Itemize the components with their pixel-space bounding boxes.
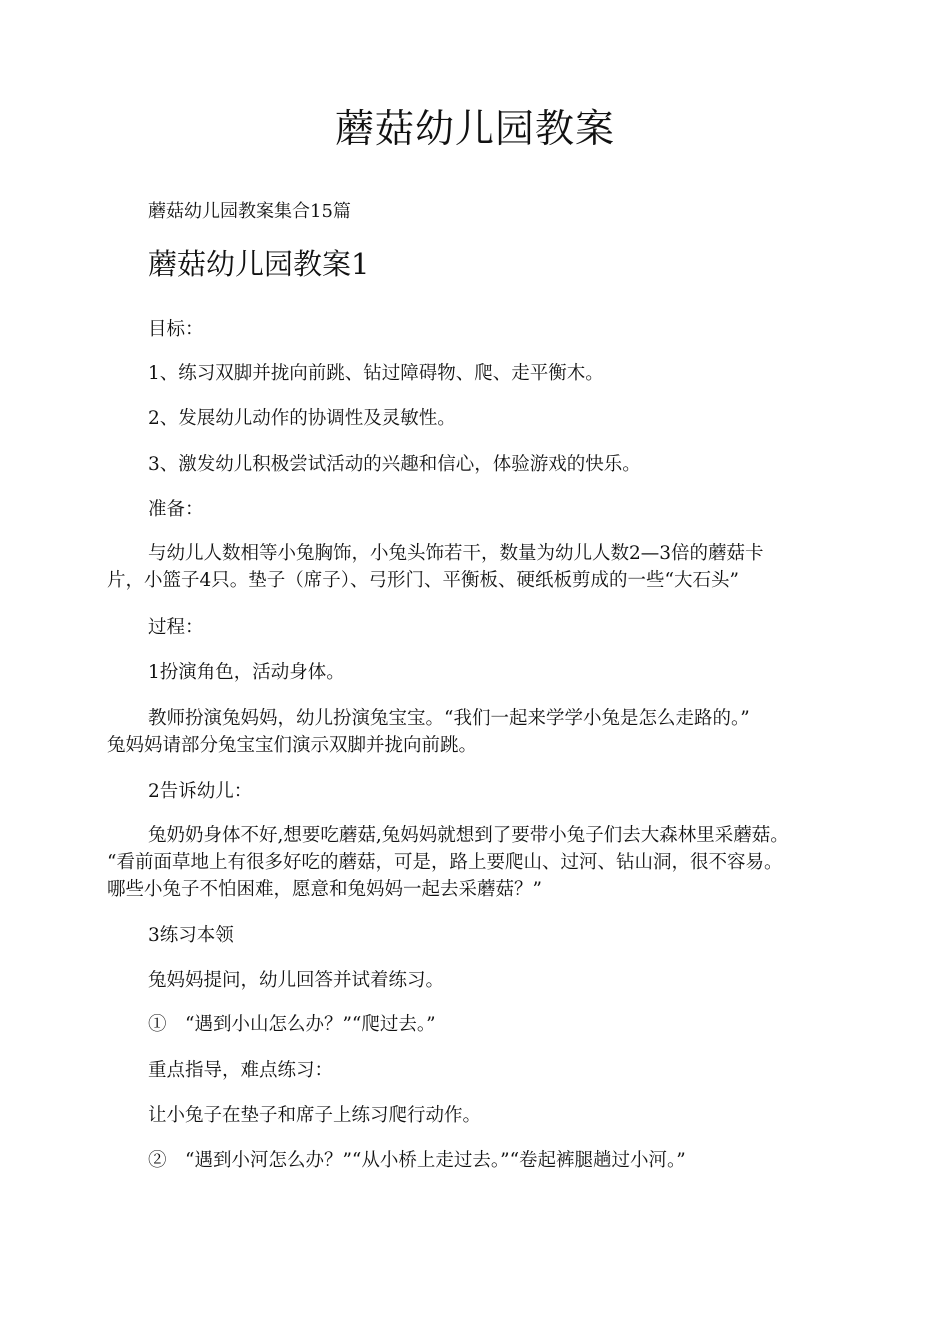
step-2-line-1: 兔奶奶身体不好,想要吃蘑菇,兔妈妈就想到了要带小兔子们去大森林里采蘑菇。 <box>148 825 789 846</box>
goal-item-3: 3、激发幼儿积极尝试活动的兴趣和信心，体验游戏的快乐。 <box>148 454 641 475</box>
step-2: 2告诉幼儿： <box>148 781 253 802</box>
step-1-paragraph <box>107 705 859 759</box>
question-2: ② “遇到小河怎么办？”“从小桥上走过去。”“卷起裤腿趟过小河。” <box>148 1150 686 1171</box>
focus-label: 重点指导，难点练习： <box>148 1060 334 1081</box>
focus-description: 让小兔子在垫子和席子上练习爬行动作。 <box>148 1105 482 1126</box>
step-1-line-2: 兔妈妈请部分兔宝宝们演示双脚并拢向前跳。 <box>107 735 478 756</box>
prep-label: 准备： <box>148 499 204 520</box>
step-1-line-1: 教师扮演兔妈妈，幼儿扮演兔宝宝。“我们一起来学学小兔是怎么走路的。” <box>148 708 750 729</box>
step-1: 1扮演角色，活动身体。 <box>148 662 345 683</box>
goal-item-1: 1、练习双脚并拢向前跳、钻过障碍物、爬、走平衡木。 <box>148 363 604 384</box>
document-subtitle: 蘑菇幼儿园教案集合15篇 <box>148 201 351 222</box>
section-heading: 蘑菇幼儿园教案1 <box>148 247 370 281</box>
step-2-line-2: “看前面草地上有很多好吃的蘑菇，可是，路上要爬山、过河、钻山洞，很不容易。 <box>107 852 783 873</box>
prep-line-2: 片，小篮子4只。垫子（席子）、弓形门、平衡板、硬纸板剪成的一些“大石头” <box>107 570 739 591</box>
prep-line-1: 与幼儿人数相等小兔胸饰，小兔头饰若干，数量为幼儿人数2—3倍的蘑菇卡 <box>148 543 764 564</box>
document-title: 蘑菇幼儿园教案 <box>334 107 615 152</box>
step-2-line-3: 哪些小兔子不怕困难，愿意和兔妈妈一起去采蘑菇？” <box>107 879 542 900</box>
step-2-paragraph <box>107 822 859 903</box>
goal-item-2: 2、发展幼儿动作的协调性及灵敏性。 <box>148 408 456 429</box>
process-label: 过程： <box>148 617 204 638</box>
goal-label: 目标： <box>148 319 204 340</box>
question-1: ① “遇到小山怎么办？”“爬过去。” <box>148 1014 436 1035</box>
prep-paragraph <box>107 540 859 594</box>
step-3: 3练习本领 <box>148 925 234 946</box>
step-3-description: 兔妈妈提问，幼儿回答并试着练习。 <box>148 970 445 991</box>
